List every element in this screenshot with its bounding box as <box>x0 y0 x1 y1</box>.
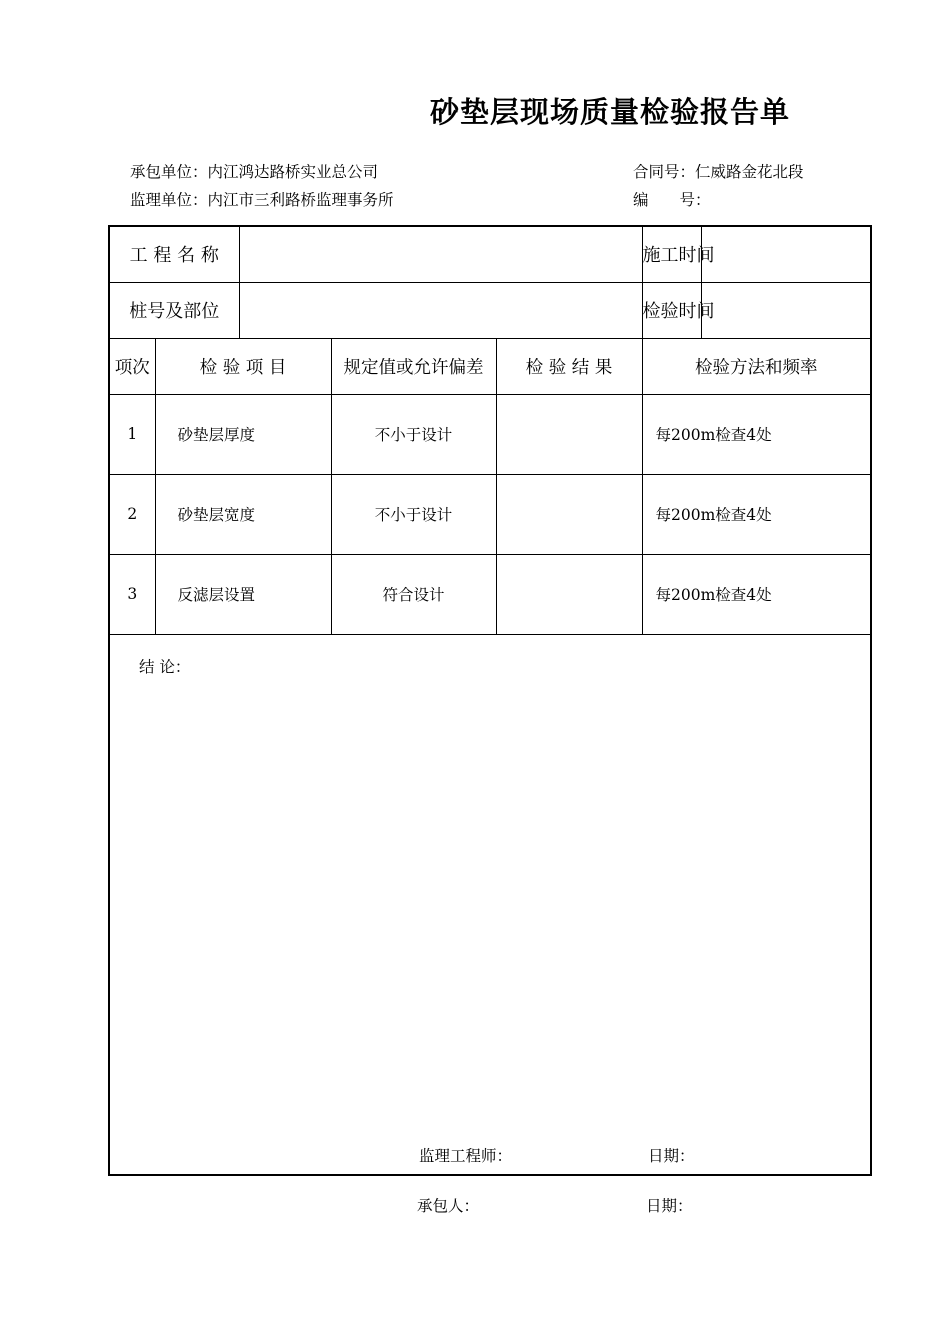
inspection-form-table <box>108 225 872 1176</box>
conclusion-row <box>109 634 871 1175</box>
row-number: 3 <box>109 554 155 634</box>
contract-number: 合同号：仁威路金花北段 <box>633 163 804 181</box>
table-row <box>109 394 871 474</box>
column-header-result: 检 验 结 果 <box>496 338 642 394</box>
supervising-engineer-label: 监理工程师： <box>419 1147 513 1165</box>
row-result[interactable] <box>496 554 642 634</box>
contractor-person-label: 承包人： <box>417 1197 480 1215</box>
serial-number: 编 号： <box>633 191 711 209</box>
column-header-item: 检 验 项 目 <box>155 338 331 394</box>
column-header-spec: 规定值或允许偏差 <box>331 338 496 394</box>
project-name-label: 工 程 名 称 <box>109 226 239 282</box>
row-item: 砂垫层厚度 <box>155 394 331 474</box>
conclusion-cell[interactable] <box>109 634 871 1175</box>
project-name-row <box>109 226 871 282</box>
table-row <box>109 554 871 634</box>
station-label: 桩号及部位 <box>109 282 239 338</box>
row-item: 砂垫层宽度 <box>155 474 331 554</box>
row-number: 2 <box>109 474 155 554</box>
row-spec: 不小于设计 <box>331 474 496 554</box>
row-method: 每200m检查4处 <box>642 474 871 554</box>
column-header-row <box>109 338 871 394</box>
inspection-time-value[interactable] <box>701 282 871 338</box>
conclusion-label: 结 论： <box>139 657 191 676</box>
row-spec: 符合设计 <box>331 554 496 634</box>
table-row <box>109 474 871 554</box>
row-spec: 不小于设计 <box>331 394 496 474</box>
contractor-unit: 承包单位：内江鸿达路桥实业总公司 <box>130 163 379 181</box>
column-header-no: 项次 <box>109 338 155 394</box>
row-item: 反滤层设置 <box>155 554 331 634</box>
column-header-method: 检验方法和频率 <box>642 338 871 394</box>
project-name-value[interactable] <box>239 226 642 282</box>
station-row <box>109 282 871 338</box>
row-number: 1 <box>109 394 155 474</box>
inspection-time-label: 检验时间 <box>642 282 701 338</box>
date-label-1: 日期： <box>648 1147 695 1165</box>
construction-time-value[interactable] <box>701 226 871 282</box>
supervisor-unit: 监理单位：内江市三利路桥监理事务所 <box>130 191 394 209</box>
station-value[interactable] <box>239 282 642 338</box>
date-label-2: 日期： <box>646 1197 693 1215</box>
row-result[interactable] <box>496 394 642 474</box>
row-result[interactable] <box>496 474 642 554</box>
row-method: 每200m检查4处 <box>642 394 871 474</box>
row-method: 每200m检查4处 <box>642 554 871 634</box>
construction-time-label: 施工时间 <box>642 226 701 282</box>
form-title: 砂垫层现场质量检验报告单 <box>430 95 791 129</box>
